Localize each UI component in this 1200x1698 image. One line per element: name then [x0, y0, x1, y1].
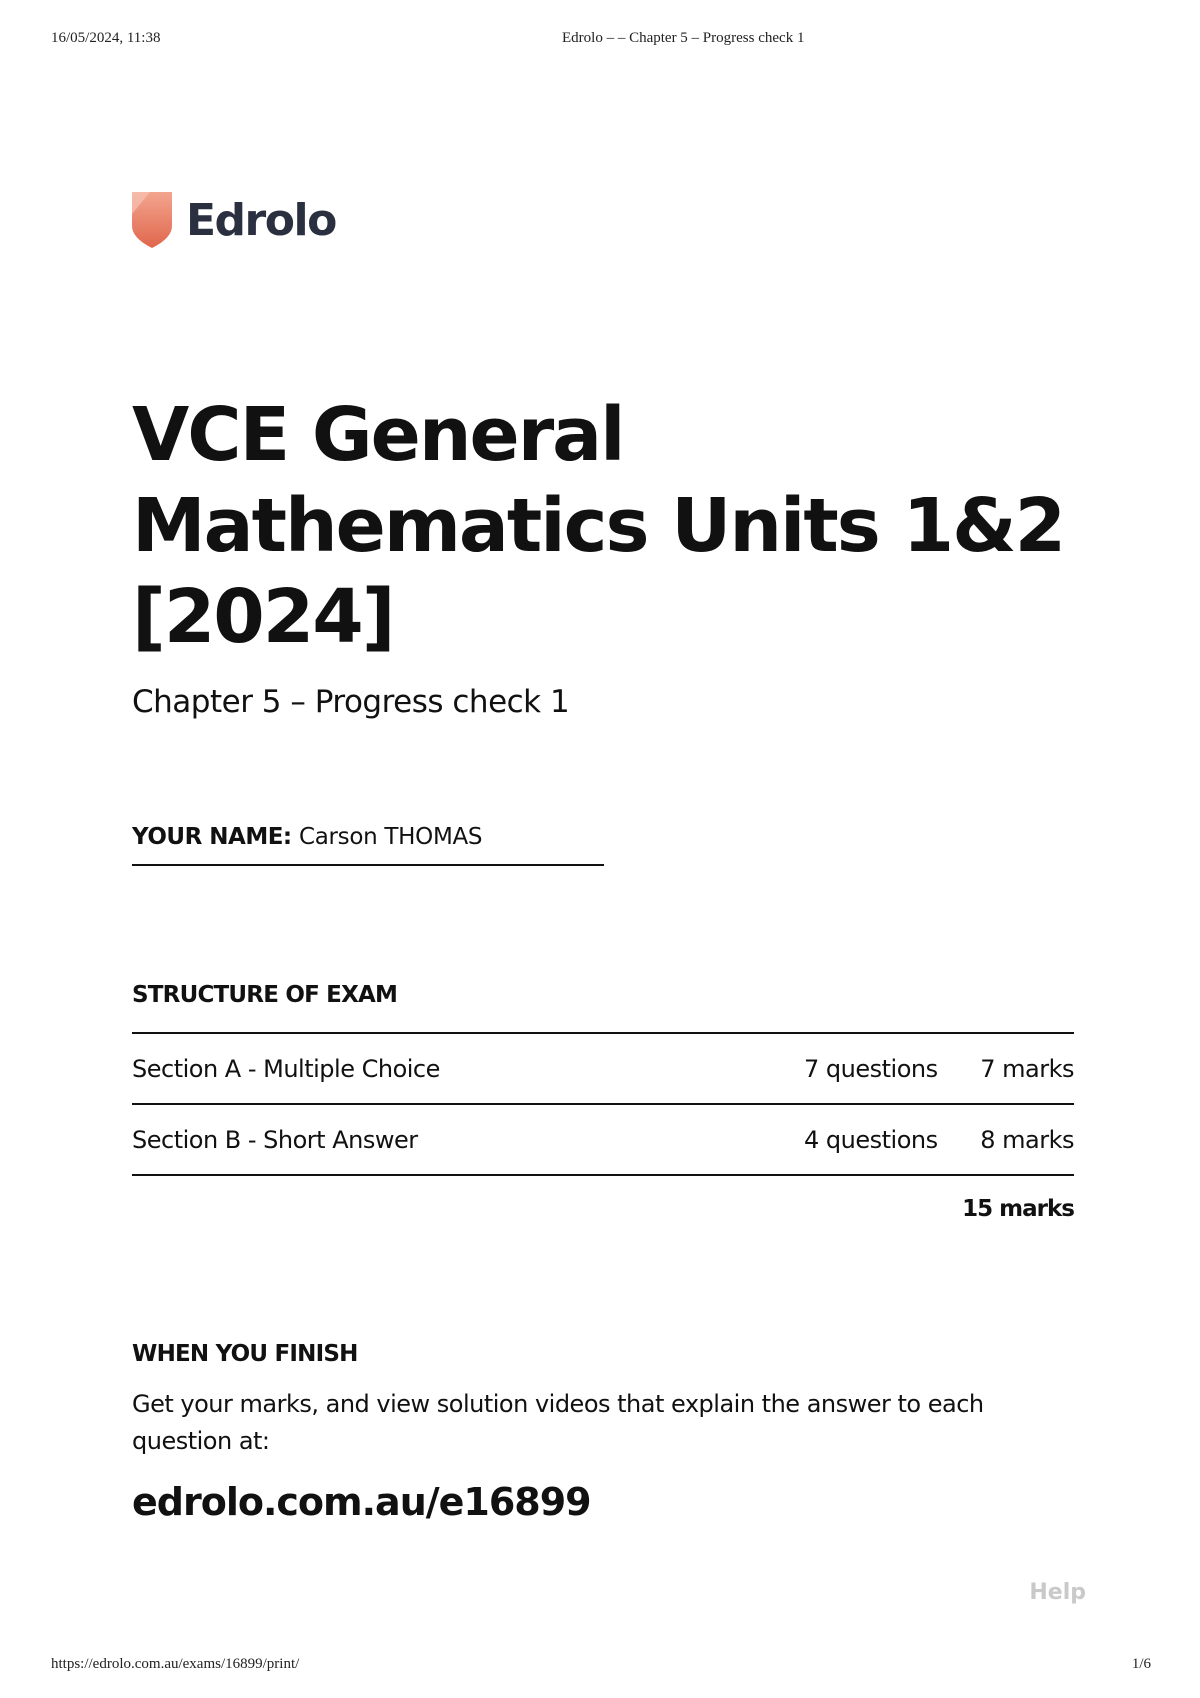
finish-instructions-line: question at:: [132, 1427, 270, 1455]
section-questions: 4 questions: [804, 1125, 938, 1154]
shield-icon: [132, 192, 172, 248]
print-header-title: Edrolo – – Chapter 5 – Progress check 1: [562, 30, 805, 46]
section-marks: 8 marks: [980, 1125, 1074, 1154]
name-value: Carson THOMAS: [298, 824, 483, 850]
page-title-line: [2024]: [132, 574, 394, 660]
structure-table: [132, 1032, 1074, 1176]
section-questions: 7 questions: [804, 1054, 938, 1083]
table-row: [132, 1105, 1074, 1176]
page-subtitle: Chapter 5 – Progress check 1: [132, 684, 570, 720]
help-button[interactable]: Help: [1029, 1580, 1086, 1605]
page-title: [132, 390, 1065, 663]
name-label: YOUR NAME:: [132, 824, 292, 850]
exam-results-link[interactable]: edrolo.com.au/e16899: [132, 1480, 591, 1524]
section-marks: 7 marks: [980, 1054, 1074, 1083]
print-footer-url: https://edrolo.com.au/exams/16899/print/: [51, 1656, 300, 1672]
finish-instructions: [132, 1386, 1032, 1460]
edrolo-logo: [132, 188, 336, 252]
section-name: Section B - Short Answer: [132, 1125, 418, 1154]
table-row: [132, 1034, 1074, 1105]
print-footer-page-number: 1/6: [1131, 1656, 1151, 1672]
logo-text: Edrolo: [186, 194, 336, 246]
finish-instructions-line: Get your marks, and view solution videos that explain the answer to each: [132, 1390, 984, 1418]
structure-heading: STRUCTURE OF EXAM: [132, 982, 398, 1008]
student-name-field: [132, 824, 604, 866]
page-title-line: VCE General: [132, 392, 624, 478]
finish-heading: WHEN YOU FINISH: [132, 1341, 358, 1367]
page-title-line: Mathematics Units 1&2: [132, 483, 1065, 569]
section-name: Section A - Multiple Choice: [132, 1054, 440, 1083]
print-header-datetime: 16/05/2024, 11:38: [51, 30, 161, 46]
total-marks: 15 marks: [962, 1196, 1074, 1222]
